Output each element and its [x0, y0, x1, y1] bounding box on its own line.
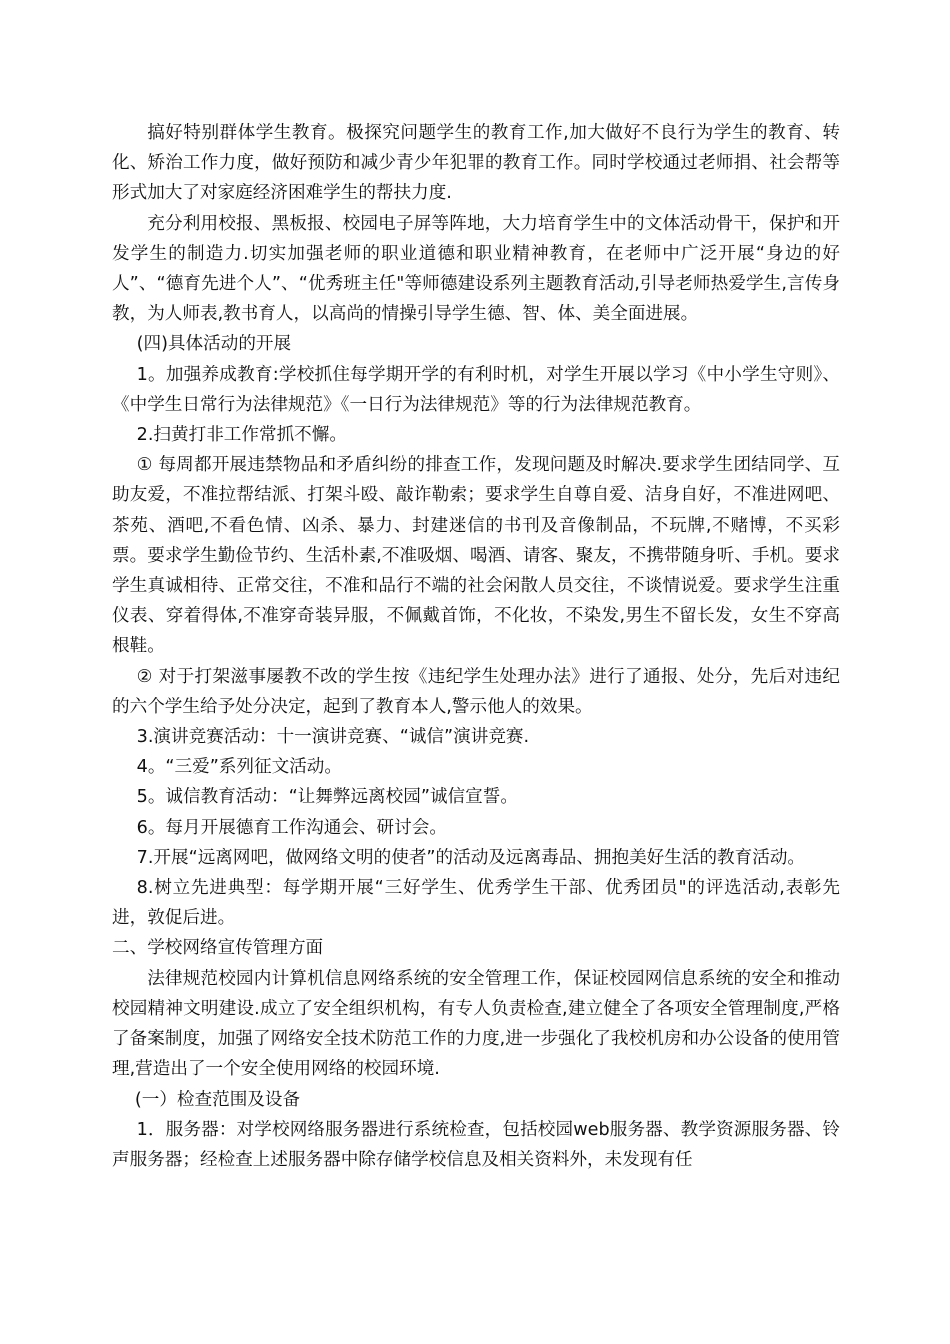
paragraph-special-groups: 搞好特别群体学生教育。极探究问题学生的教育工作,加大做好不良行为学生的教育、转化、矫治工作力度，做好预防和减少青少年犯罪的教育工作。同时学校通过老师捐、社会帮等形式加大了对家庭经济困难学生的帮扶力度. [112, 123, 840, 204]
list-item-7: 7.开展“远离网吧，做网络文明的使者”的活动及远离毒品、拥抱美好生活的教育活动。 [136, 847, 806, 868]
section-heading-activities: (四)具体活动的开展 [136, 334, 292, 355]
list-item-2: 2.扫黄打非工作常抓不懈。 [136, 425, 347, 446]
list-item-4: 4。“三爱”系列征文活动。 [136, 757, 342, 778]
section-heading-network: 二、学校网络宣传管理方面 [112, 938, 324, 959]
list-item-5: 5。诚信教育活动：“让舞弊远离校园”诚信宣誓。 [136, 787, 518, 808]
list-item-8: 8.树立先进典型：每学期开展“三好学生、优秀学生干部、优秀团员"的评选活动,表彰先进，敦促后进。 [112, 878, 840, 929]
document-body [112, 118, 840, 1175]
list-item-6: 6。每月开展德育工作沟通会、研讨会。 [136, 817, 447, 838]
list-item-1: 1。加强养成教育:学校抓住每学期开学的有利时机，对学生开展以学习《中小学生守则》、《中学生日常行为法律规范》《一日行为法律规范》等的行为法律规范教育。 [112, 364, 840, 415]
list-item-server: 1．服务器：对学校网络服务器进行系统检查，包括校园web服务器、教学资源服务器、铃声服务器；经检查上述服务器中除存储学校信息及相关资料外，未发现有任 [112, 1119, 840, 1170]
list-item-2-circle-2: ② 对于打架滋事屡教不改的学生按《违纪学生处理办法》进行了通报、处分，先后对违纪的六个学生给予处分决定，起到了教育本人,警示他人的效果。 [112, 666, 840, 717]
paragraph-publicity-ethics: 充分利用校报、黑板报、校园电子屏等阵地，大力培育学生中的文体活动骨干，保护和开发学生的制造力.切实加强老师的职业道德和职业精神教育，在老师中广泛开展“身边的好人”、“德育先进个人”、“优秀班主任"等师德建设系列主题教育活动,引导老师热爱学生,言传身教，为人师表,教书育人，以高尚的情操引导学生德、智、体、美全面进展。 [112, 213, 840, 325]
paragraph-network-security: 法律规范校园内计算机信息网络系统的安全管理工作，保证校园网信息系统的安全和推动校园精神文明建设.成立了安全组织机构，有专人负责检查,建立健全了各项安全管理制度,严格了备案制度，加强了网络安全技术防范工作的力度,进一步强化了我校机房和办公设备的使用管理,营造出了一个安全使用网络的校园环境. [112, 968, 840, 1080]
list-item-3: 3.演讲竞赛活动：十一演讲竞赛、“诚信”演讲竞赛. [136, 727, 530, 748]
subsection-heading-scope: (一）检查范围及设备 [134, 1089, 301, 1110]
list-item-2-circle-1: ① 每周都开展违禁物品和矛盾纠纷的排查工作，发现问题及时解决.要求学生团结同学、互助友爱，不准拉帮结派、打架斗殴、敲诈勒索；要求学生自尊自爱、洁身自好，不准进网吧、茶苑、酒吧,不看色情、凶杀、暴力、封建迷信的书刊及音像制品，不玩牌,不赌博，不买彩票。要求学生勤俭节约、生活朴素,不准吸烟、喝酒、请客、聚友，不携带随身听、手机。要求学生真诚相待、正常交往，不准和品行不端的社会闲散人员交往，不谈情说爱。要求学生注重仪表、穿着得体,不准穿奇装异服，不佩戴首饰，不化妆，不染发,男生不留长发，女生不穿高根鞋。 [112, 455, 840, 657]
